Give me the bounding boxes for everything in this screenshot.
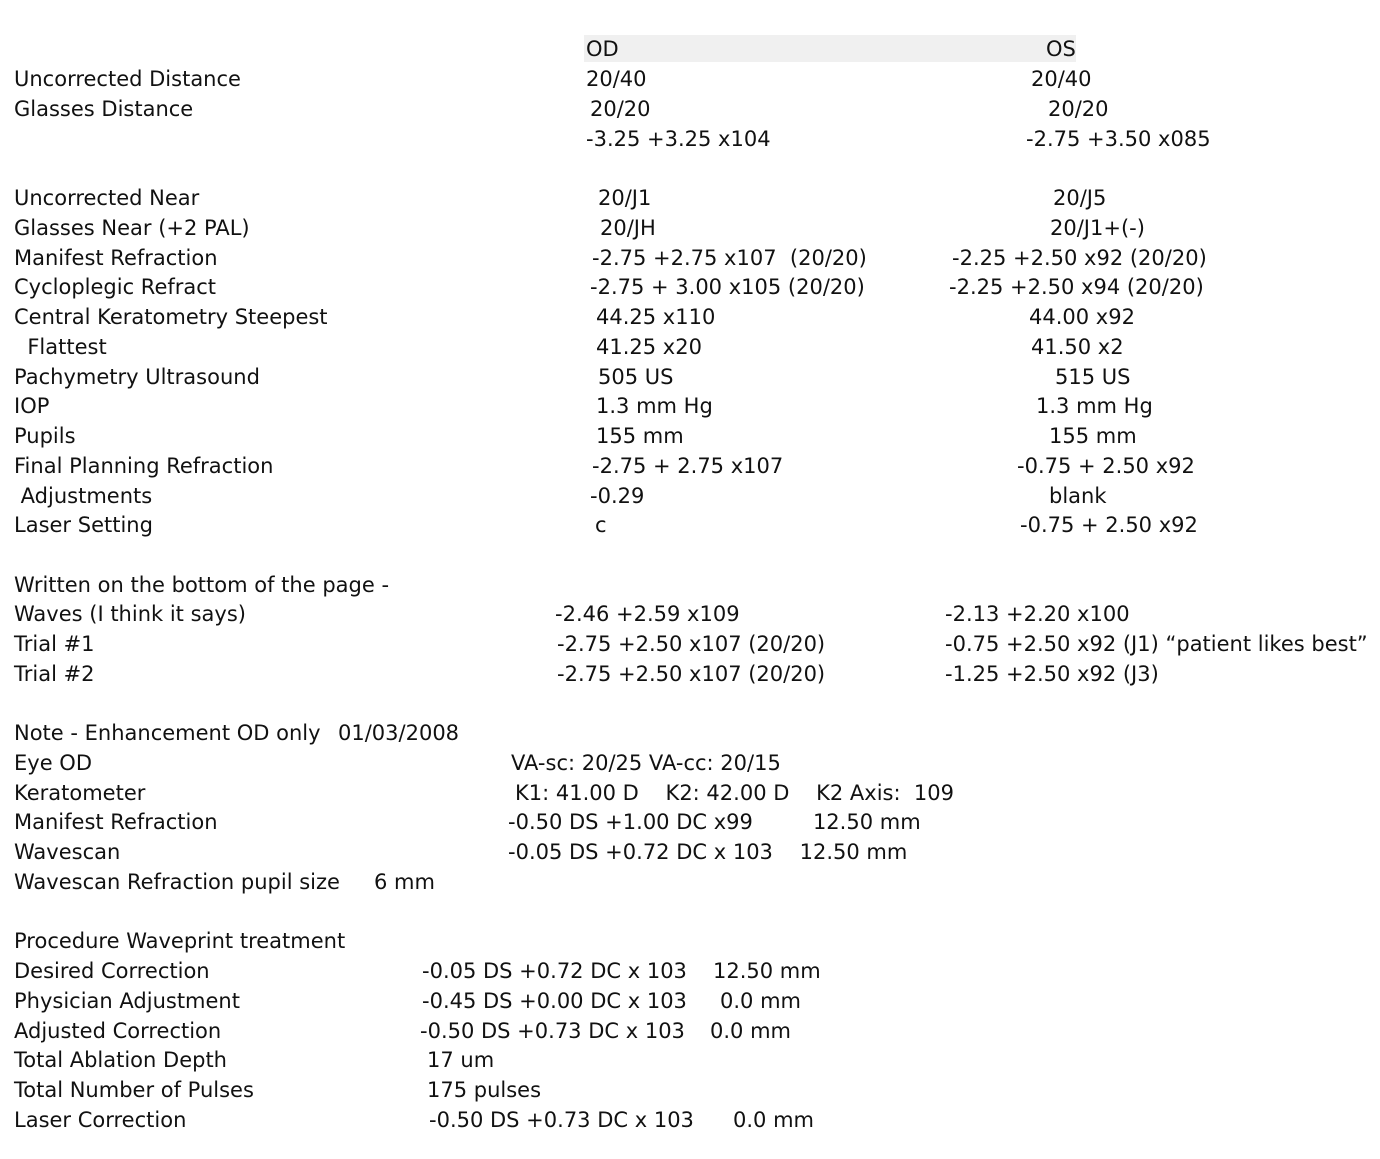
row-label: Wavescan Refraction pupil size xyxy=(14,870,340,894)
row-extra: 0.0 mm xyxy=(720,989,801,1013)
section-heading: Procedure Waveprint treatment xyxy=(14,929,346,953)
row-label: Trial #1 xyxy=(14,632,95,656)
row-value: -0.45 DS +0.00 DC x 103 xyxy=(422,989,687,1013)
od-value: -2.75 +2.50 x107 (20/20) xyxy=(557,662,826,686)
od-value: -2.46 +2.59 x109 xyxy=(555,602,740,626)
od-value: 1.3 mm Hg xyxy=(596,394,713,418)
os-value: 20/40 xyxy=(1031,67,1092,91)
row-label: Pupils xyxy=(14,424,76,448)
row-label: Total Ablation Depth xyxy=(14,1048,227,1072)
os-value: 155 mm xyxy=(1049,424,1137,448)
os-value: blank xyxy=(1049,484,1107,508)
row-label: Desired Correction xyxy=(14,959,210,983)
os-value: 44.00 x92 xyxy=(1029,305,1135,329)
od-value: 20/J1 xyxy=(598,186,652,210)
row-label: Pachymetry Ultrasound xyxy=(14,365,260,389)
os-value: -0.75 + 2.50 x92 xyxy=(1020,513,1198,537)
enhancement-note: Note - Enhancement OD only xyxy=(14,721,321,745)
row-label: Glasses Distance xyxy=(14,97,194,121)
os-column-header: OS xyxy=(1046,37,1076,61)
row-label: Waves (I think it says) xyxy=(14,602,246,626)
row-label: Manifest Refraction xyxy=(14,810,218,834)
od-value: 20/JH xyxy=(600,216,656,240)
od-value: 44.25 x110 xyxy=(596,305,716,329)
row-label: Flattest xyxy=(14,335,107,359)
od-value: 20/40 xyxy=(586,67,647,91)
od-value: -2.75 +2.50 x107 (20/20) xyxy=(557,632,826,656)
os-value: -0.75 +2.50 x92 (J1) “patient likes best” xyxy=(945,632,1368,656)
row-value: 175 pulses xyxy=(427,1078,542,1102)
od-value: 155 mm xyxy=(596,424,684,448)
os-value: -2.25 +2.50 x94 (20/20) xyxy=(949,275,1204,299)
row-label: Uncorrected Distance xyxy=(14,67,241,91)
row-value: -0.50 DS +0.73 DC x 103 xyxy=(420,1019,685,1043)
row-value: 6 mm xyxy=(374,870,435,894)
os-value: -2.25 +2.50 x92 (20/20) xyxy=(952,246,1207,270)
os-value: 1.3 mm Hg xyxy=(1036,394,1153,418)
row-label: Adjustments xyxy=(14,484,153,508)
od-value: -2.75 + 3.00 x105 (20/20) xyxy=(590,275,865,299)
row-label: Cycloplegic Refract xyxy=(14,275,217,299)
os-value: 41.50 x2 xyxy=(1031,335,1124,359)
section-heading: Written on the bottom of the page - xyxy=(14,573,390,597)
row-value: -0.50 DS +0.73 DC x 103 xyxy=(429,1108,694,1132)
od-value: -0.29 xyxy=(590,484,645,508)
os-value: 20/J5 xyxy=(1053,186,1107,210)
row-label: Total Number of Pulses xyxy=(14,1078,254,1102)
row-extra: 0.0 mm xyxy=(710,1019,791,1043)
enhancement-date: 01/03/2008 xyxy=(338,721,460,745)
od-value: -2.75 +2.75 x107 (20/20) xyxy=(592,246,867,270)
row-value: -0.05 DS +0.72 DC x 103 xyxy=(422,959,687,983)
os-value: 20/20 xyxy=(1048,97,1109,121)
row-value: 17 um xyxy=(427,1048,495,1072)
od-value: 41.25 x20 xyxy=(596,335,702,359)
row-label: Adjusted Correction xyxy=(14,1019,222,1043)
row-value: -0.05 DS +0.72 DC x 103 12.50 mm xyxy=(508,840,908,864)
row-value: K1: 41.00 D K2: 42.00 D K2 Axis: 109 xyxy=(515,781,954,805)
od-value: 505 US xyxy=(598,365,674,389)
od-column-header: OD xyxy=(586,37,619,61)
row-label: Uncorrected Near xyxy=(14,186,200,210)
row-label: Wavescan xyxy=(14,840,121,864)
os-value: -2.13 +2.20 x100 xyxy=(945,602,1130,626)
row-label: Trial #2 xyxy=(14,662,95,686)
os-value: 20/J1+(-) xyxy=(1050,216,1145,240)
row-label: Keratometer xyxy=(14,781,146,805)
row-value: VA-sc: 20/25 VA-cc: 20/15 xyxy=(511,751,781,775)
od-value: -3.25 +3.25 x104 xyxy=(586,127,771,151)
row-extra: 12.50 mm xyxy=(713,959,821,983)
row-label: Eye OD xyxy=(14,751,92,775)
os-value: -0.75 + 2.50 x92 xyxy=(1017,454,1195,478)
row-label: Laser Setting xyxy=(14,513,153,537)
row-label: Laser Correction xyxy=(14,1108,187,1132)
os-value: -1.25 +2.50 x92 (J3) xyxy=(945,662,1159,686)
os-value: -2.75 +3.50 x085 xyxy=(1026,127,1211,151)
row-label: Central Keratometry Steepest xyxy=(14,305,328,329)
od-value: c xyxy=(595,513,607,537)
row-value: -0.50 DS +1.00 DC x99 12.50 mm xyxy=(508,810,921,834)
os-value: 515 US xyxy=(1055,365,1131,389)
row-label: Glasses Near (+2 PAL) xyxy=(14,216,250,240)
row-label: Final Planning Refraction xyxy=(14,454,274,478)
row-label: IOP xyxy=(14,394,50,418)
row-label: Manifest Refraction xyxy=(14,246,218,270)
row-extra: 0.0 mm xyxy=(733,1108,814,1132)
row-label: Physician Adjustment xyxy=(14,989,240,1013)
od-value: -2.75 + 2.75 x107 xyxy=(592,454,784,478)
column-header-band xyxy=(584,35,1076,62)
od-value: 20/20 xyxy=(590,97,651,121)
